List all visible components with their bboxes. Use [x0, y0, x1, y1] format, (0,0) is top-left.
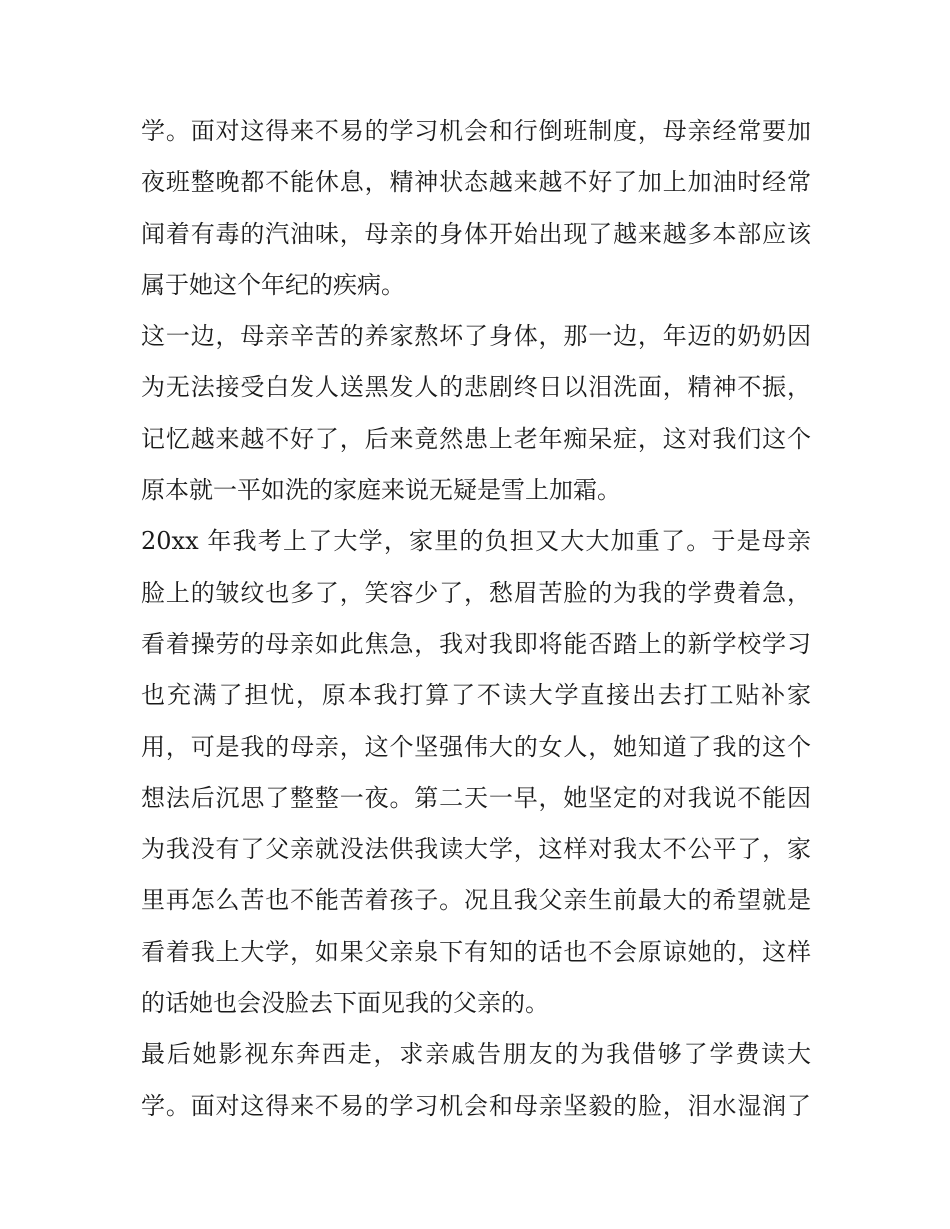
paragraph-1: [141, 106, 811, 311]
text-line: 为我没有了父亲就没法供我读大学，这样对我太不公平了，家: [141, 835, 811, 864]
text-line: 学。面对这得来不易的学习机会和行倒班制度，母亲经常要加: [141, 117, 811, 145]
text-line: 闻着有毒的汽油味，母亲的身体开始出现了越来越多本部应该: [141, 219, 811, 248]
text-line: 里再怎么苦也不能苦着孩子。况且我父亲生前最大的希望就是: [141, 886, 811, 915]
text-line: 这一边，母亲辛苦的养家熬坏了身体，那一边，年迈的奶奶因: [141, 322, 811, 351]
text-line: 学。面对这得来不易的学习机会和母亲坚毅的脸，泪水湿润了: [141, 1091, 811, 1120]
text-line: 看着操劳的母亲如此焦急，我对我即将能否踏上的新学校学习: [141, 629, 811, 658]
text-line: 想法后沉思了整整一夜。第二天一早，她坚定的对我说不能因: [141, 783, 811, 812]
text-line: 属于她这个年纪的疾病。: [141, 270, 405, 299]
text-line: 20xx 年我考上了大学，家里的负担又大大加重了。于是母亲: [141, 527, 811, 556]
paragraph-4: [141, 1029, 811, 1132]
text-line: 的话她也会没脸去下面见我的父亲的。: [141, 989, 549, 1018]
text-line: 原本就一平如洗的家庭来说无疑是雪上加霜。: [141, 476, 621, 505]
text-line: 用，可是我的母亲，这个坚强伟大的女人，她知道了我的这个: [141, 732, 811, 761]
text-line: 夜班整晚都不能休息，精神状态越来越不好了加上加油时经常: [141, 168, 811, 197]
paragraph-2: [141, 311, 811, 516]
text-line: 最后她影视东奔西走，求亲戚告朋友的为我借够了学费读大: [141, 1040, 811, 1069]
paragraph-3: [141, 516, 811, 1029]
text-line: 脸上的皱纹也多了，笑容少了，愁眉苦脸的为我的学费着急，: [141, 578, 811, 607]
text-line: 也充满了担忧，原本我打算了不读大学直接出去打工贴补家: [141, 681, 811, 710]
text-line: 看着我上大学，如果父亲泉下有知的话也不会原谅她的，这样: [141, 937, 811, 966]
text-line: 为无法接受白发人送黑发人的悲剧终日以泪洗面，精神不振，: [141, 373, 811, 402]
text-line: 记忆越来越不好了，后来竟然患上老年痴呆症，这对我们这个: [141, 424, 811, 453]
document-body: [141, 106, 811, 1132]
